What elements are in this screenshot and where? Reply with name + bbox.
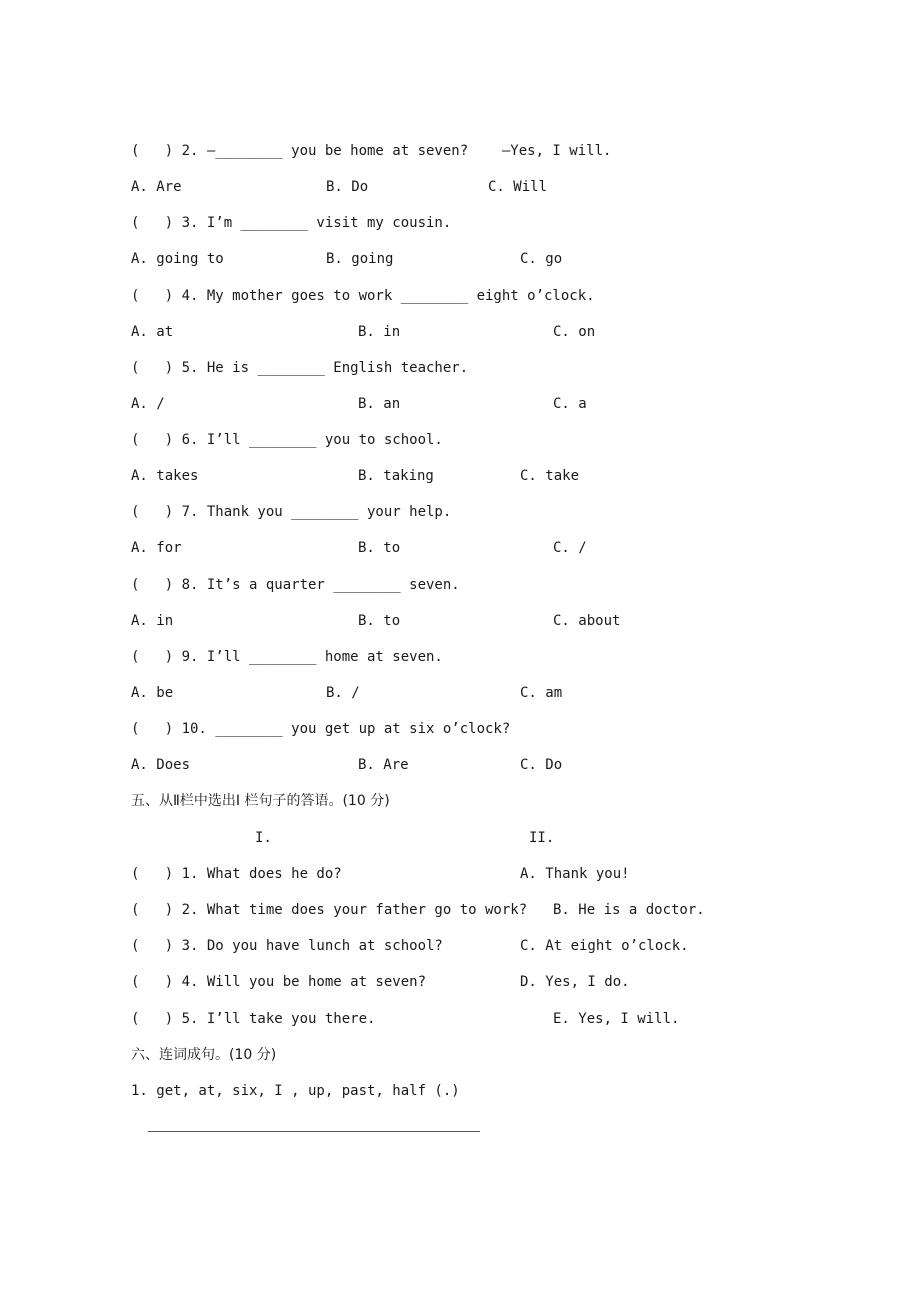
option-c: C. go xyxy=(520,251,563,267)
match-right-d: D. Yes, I do. xyxy=(520,974,630,990)
option-b: B. taking xyxy=(358,468,434,484)
column-2-header: II. xyxy=(529,830,555,846)
column-1-header: I. xyxy=(255,830,272,846)
question-stem: ( ) 3. I’m ________ visit my cousin. xyxy=(131,215,452,231)
option-c: C. on xyxy=(553,324,596,340)
question-stem: ( ) 7. Thank you ________ your help. xyxy=(131,504,452,520)
option-b: B. Do xyxy=(326,179,369,195)
option-b: B. to xyxy=(358,540,401,556)
option-b: B. Are xyxy=(358,757,409,773)
question-stem: ( ) 2. —________ you be home at seven? —Yes, I will. xyxy=(131,143,612,159)
match-right-b: B. He is a doctor. xyxy=(553,902,705,918)
question-stem: ( ) 5. He is ________ English teacher. xyxy=(131,360,469,376)
question-stem: ( ) 6. I’ll ________ you to school. xyxy=(131,432,443,448)
option-a: A. / xyxy=(131,396,165,412)
option-b: B. to xyxy=(358,613,401,629)
match-left-5: ( ) 5. I’ll take you there. xyxy=(131,1011,376,1027)
answer-line[interactable] xyxy=(148,1131,480,1132)
sentence-item-1: 1. get, at, six, I , up, past, half (.) xyxy=(131,1083,460,1099)
option-a: A. takes xyxy=(131,468,199,484)
option-c: C. a xyxy=(553,396,587,412)
question-stem: ( ) 10. ________ you get up at six o’clock? xyxy=(131,721,511,737)
question-stem: ( ) 4. My mother goes to work ________ eight o’clock. xyxy=(131,288,595,304)
option-c: C. take xyxy=(520,468,580,484)
option-a: A. going to xyxy=(131,251,224,267)
question-stem: ( ) 9. I’ll ________ home at seven. xyxy=(131,649,443,665)
match-right-a: A. Thank you! xyxy=(520,866,630,882)
match-left-4: ( ) 4. Will you be home at seven? xyxy=(131,974,427,990)
section-6-title: 六、连词成句。(10 分) xyxy=(131,1047,277,1063)
option-a: A. Are xyxy=(131,179,182,195)
option-c: C. / xyxy=(553,540,587,556)
option-b: B. an xyxy=(358,396,401,412)
match-left-2: ( ) 2. What time does your father go to work? xyxy=(131,902,528,918)
option-a: A. Does xyxy=(131,757,191,773)
match-left-1: ( ) 1. What does he do? xyxy=(131,866,342,882)
option-b: B. in xyxy=(358,324,401,340)
match-right-e: E. Yes, I will. xyxy=(553,1011,680,1027)
option-a: A. be xyxy=(131,685,174,701)
option-b: B. going xyxy=(326,251,394,267)
option-b: B. / xyxy=(326,685,360,701)
option-c: C. about xyxy=(553,613,621,629)
match-left-3: ( ) 3. Do you have lunch at school? xyxy=(131,938,443,954)
question-stem: ( ) 8. It’s a quarter ________ seven. xyxy=(131,577,460,593)
option-c: C. Do xyxy=(520,757,563,773)
match-right-c: C. At eight o’clock. xyxy=(520,938,689,954)
option-a: A. in xyxy=(131,613,174,629)
option-c: C. Will xyxy=(488,179,548,195)
section-5-title: 五、从Ⅱ栏中选出Ⅰ 栏句子的答语。(10 分) xyxy=(131,793,390,809)
option-a: A. at xyxy=(131,324,174,340)
option-a: A. for xyxy=(131,540,182,556)
option-c: C. am xyxy=(520,685,563,701)
